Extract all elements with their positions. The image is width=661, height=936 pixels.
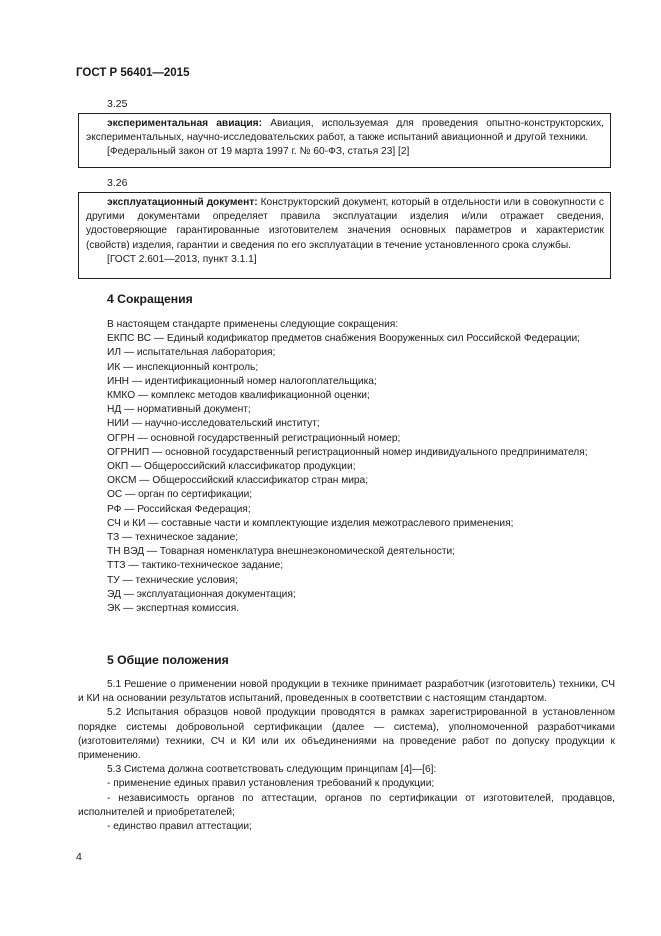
abbreviation-item: ОГРН — основной государственный регистрационный номер; [107,432,401,444]
term-text: Авиация, используемая для проведения опытно-конструкторских, экспериментальных, научно-исследовательских работ, а также испытаний авиационной и другой техники. [86,118,604,144]
section-intro: В настоящем стандарте применены следующие сокращения: [107,319,399,330]
term-text: Конструкторский документ, который в отдельности или в совокупности с другими документами определяет правила эксплуатации изделия и/или отражает сведения, удостоверяющие гарантированные изготовителем значения основных параметров и характеристик (свойств) изделия, гарантии и сведения по его эксплуатации в течение установленного срока службы. [86,197,605,251]
list-item: - независимость органов по аттестации, органов по сертификации от изготовителей, продавцов, исполнителей и приобретателей; [78,792,615,818]
abbreviation-item: ОГРНИП — основной государственный регистрационный номер индивидуального предпринимателя; [107,446,588,458]
abbreviation-item: ТТЗ — тактико-техническое задание; [107,560,284,572]
abbreviation-item: НИИ — научно-исследовательский институт; [107,418,320,430]
list-item: - применение единых правил установления требований к продукции; [107,778,435,790]
abbreviation-item: ОКП — Общероссийский классификатор продукции; [107,461,356,473]
term-name: экспериментальная авиация: [107,118,262,129]
term-box [78,113,611,168]
paragraph: 5.1 Решение о применении новой продукции в технике принимает разработчик (изготовитель) техники, СЧ и КИ на основании результатов испытаний, проведенных в соответствии с настоящим стандартом. [78,679,615,705]
document-header: ГОСТ Р 56401—2015 [76,67,190,79]
term-name: эксплуатационный документ: [107,197,258,208]
abbreviation-item: ЕКПС ВС — Единый кодификатор предметов снабжения Вооруженных сил Российской Федерации; [107,333,581,345]
general-provisions [78,678,615,834]
abbreviation-item: ОС — орган по сертификации; [107,489,253,501]
term-definition [86,117,604,145]
abbreviation-item: ОКСМ — Общероссийский классификатор стран мира; [107,475,369,487]
abbreviation-item: ИЛ — испытательная лаборатория; [107,347,276,359]
abbreviation-item: НД — нормативный документ; [107,404,251,416]
abbreviation-item: ТН ВЭД — Товарная номенклатура внешнеэкономической деятельности; [107,546,456,558]
page-number: 4 [76,851,82,863]
abbreviation-item: ТУ — технические условия; [107,574,238,586]
abbreviation-item: ТЗ — техническое задание; [107,532,239,544]
section-heading: 5 Общие положения [107,653,229,667]
abbreviation-item: ЭК — экспертная комиссия. [107,603,240,615]
abbreviations-list [78,318,615,616]
abbreviation-item: ЭД — эксплуатационная документация; [107,588,296,600]
paragraph: 5.2 Испытания образцов новой продукции проводятся в рамках зарегистрированной в установленном порядке системы добровольной сертификации (далее — система), уполномоченной разработчиками (изготовителями) техники, СЧ и КИ или их объединениями на проведение работ по допуску продукции к применению. [78,707,615,762]
abbreviation-item: ИК — инспекционный контроль; [107,361,259,373]
abbreviation-item: СЧ и КИ — составные части и комплектующие изделия межотраслевого применения; [107,517,514,529]
term-source: [ГОСТ 2.601—2013, пункт 3.1.1] [107,253,257,265]
paragraph: 5.3 Система должна соответствовать следующим принципам [4]—[6]: [107,764,437,776]
term-number: 3.26 [107,177,128,189]
abbreviation-item: ИНН — идентификационный номер налогоплательщика; [107,375,377,387]
term-box [78,192,611,279]
list-item: - единство правил аттестации; [107,821,252,833]
section-heading: 4 Сокращения [107,292,193,306]
term-source: [Федеральный закон от 19 марта 1997 г. № 60-ФЗ, статья 23] [2] [107,146,410,158]
term-number: 3.25 [107,98,128,110]
abbreviation-item: РФ — Российская Федерация; [107,503,251,515]
abbreviation-item: КМКО — комплекс методов квалификационной оценки; [107,390,370,402]
term-definition [86,196,604,253]
